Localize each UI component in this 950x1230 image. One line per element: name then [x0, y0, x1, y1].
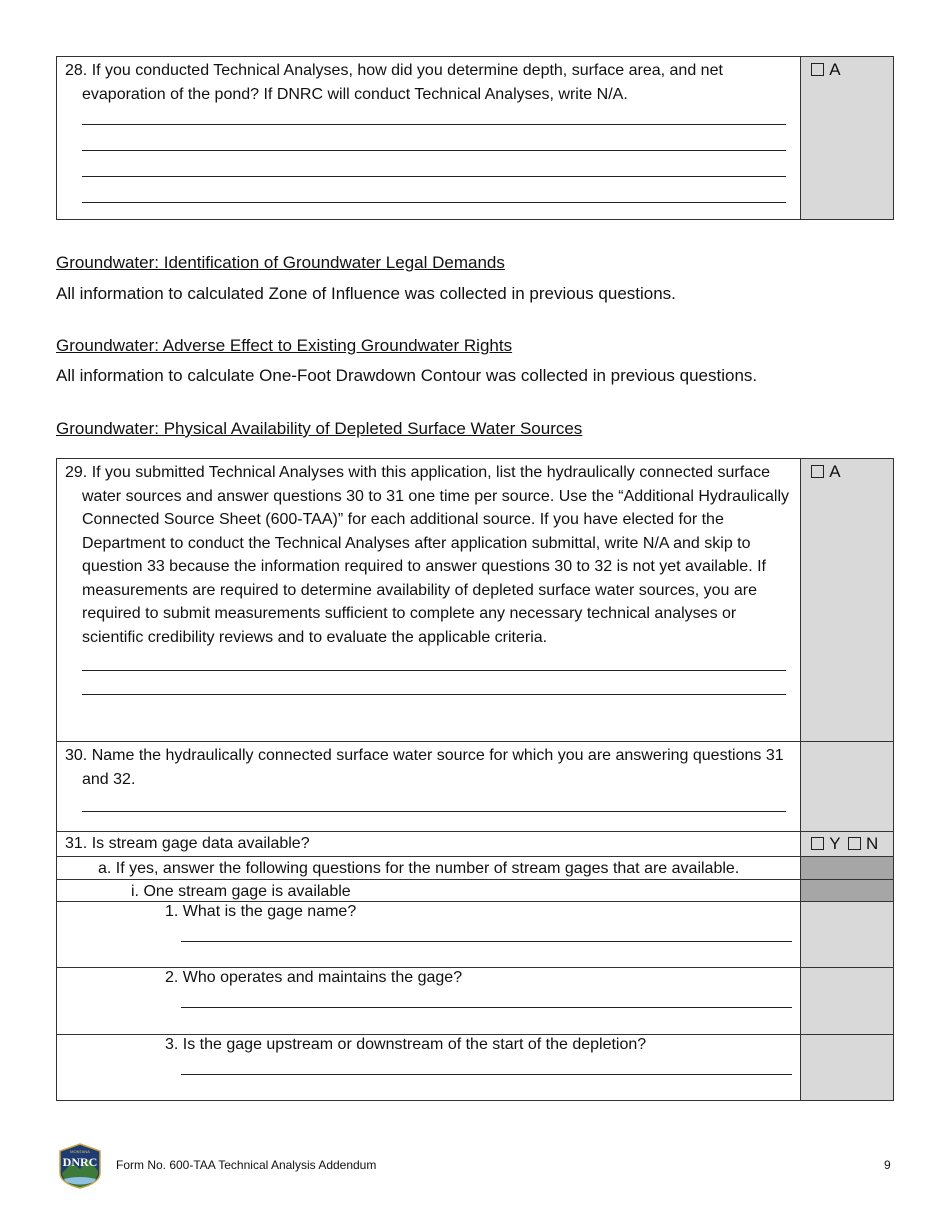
q31-item1-text: 1. What is the gage name?	[165, 903, 357, 920]
q31-item1-side	[801, 902, 893, 967]
answer-line[interactable]	[82, 670, 786, 671]
answer-line[interactable]	[82, 176, 786, 177]
q31a-text: a. If yes, answer the following questions for the number of stream gages that are available.	[98, 860, 740, 877]
answer-line[interactable]	[181, 1007, 792, 1008]
answer-line[interactable]	[82, 811, 786, 812]
q29-cell	[57, 459, 801, 741]
page-number: 9	[884, 1158, 891, 1172]
q31-item2-side	[801, 968, 893, 1034]
q31-item2-cell	[57, 968, 801, 1034]
section-heading: Groundwater: Identification of Groundwater Legal Demands	[56, 253, 505, 272]
q31-check-cell	[801, 832, 893, 856]
section-heading: Groundwater: Adverse Effect to Existing Groundwater Rights	[56, 336, 513, 355]
q31i-text: i. One stream gage is available	[131, 883, 351, 900]
check-label: A	[829, 60, 841, 79]
q31a-cell	[57, 857, 801, 879]
q28-table	[56, 56, 894, 220]
q31-item1-cell	[57, 902, 801, 967]
answer-line[interactable]	[82, 202, 786, 203]
q28-check-cell	[801, 57, 893, 219]
answer-line[interactable]	[82, 150, 786, 151]
answer-line[interactable]	[82, 694, 786, 695]
q28-text: 28. If you conducted Technical Analyses, how did you determine depth, surface area, and net evaporation of the pond? If DNRC will conduct Technical Analyses, write N/A.	[65, 62, 723, 103]
q31-item3-side	[801, 1035, 893, 1100]
answer-line[interactable]	[82, 124, 786, 125]
checkbox-no[interactable]	[848, 837, 861, 850]
checkbox[interactable]	[811, 465, 824, 478]
q30-side-cell	[801, 742, 893, 831]
q30-cell	[57, 742, 801, 831]
section-heading: Groundwater: Physical Availability of Depleted Surface Water Sources	[56, 419, 583, 438]
q28-cell	[57, 57, 801, 219]
yes-label: Y	[829, 834, 841, 853]
q29-text: 29. If you submitted Technical Analyses with this application, list the hydraulically connected surface water sources and answer questions 30 to 31 one time per source. Use the “Additional Hydraulically Connected Source Sheet (600-TAA)” for each additional source. If you have elected for the Department to conduct the Technical Analyses after application submittal, write N/A and skip to question 33 because the information required to answer questions 30 to 32 is not yet available. If measurements are required to determine availability of depleted surface water sources, you are required to submit measurements sufficient to complete any necessary technical analyses or scientific credibility reviews and to evaluate the applicable criteria.	[65, 464, 790, 646]
q29-check-cell	[801, 459, 893, 741]
section-text: All information to calculate One-Foot Drawdown Contour was collected in previous questions.	[56, 366, 758, 385]
footer-form-text: Form No. 600-TAA Technical Analysis Addendum	[116, 1158, 377, 1172]
dnrc-logo	[56, 1143, 104, 1194]
answer-line[interactable]	[181, 1074, 792, 1075]
q31-item2-text: 2. Who operates and maintains the gage?	[165, 969, 463, 986]
check-label: A	[829, 462, 841, 481]
q31a-side-cell	[801, 857, 893, 879]
q31-item3-cell	[57, 1035, 801, 1100]
checkbox-yes[interactable]	[811, 837, 824, 850]
checkbox[interactable]	[811, 63, 824, 76]
q30-text: 30. Name the hydraulically connected surface water source for which you are answering questions 31 and 32.	[65, 747, 784, 788]
answer-line[interactable]	[181, 941, 792, 942]
logo-text: DNRC	[62, 1155, 98, 1169]
q31-text: 31. Is stream gage data available?	[65, 835, 310, 852]
logo-small-text: MONTANA	[70, 1149, 90, 1154]
q31-item3-text: 3. Is the gage upstream or downstream of the start of the depletion?	[165, 1036, 647, 1053]
q31i-side-cell	[801, 880, 893, 901]
no-label: N	[865, 834, 879, 853]
q31-cell	[57, 832, 801, 856]
q31i-cell	[57, 880, 801, 901]
q29-table	[56, 458, 894, 1101]
section-text: All information to calculated Zone of Influence was collected in previous questions.	[56, 284, 676, 303]
